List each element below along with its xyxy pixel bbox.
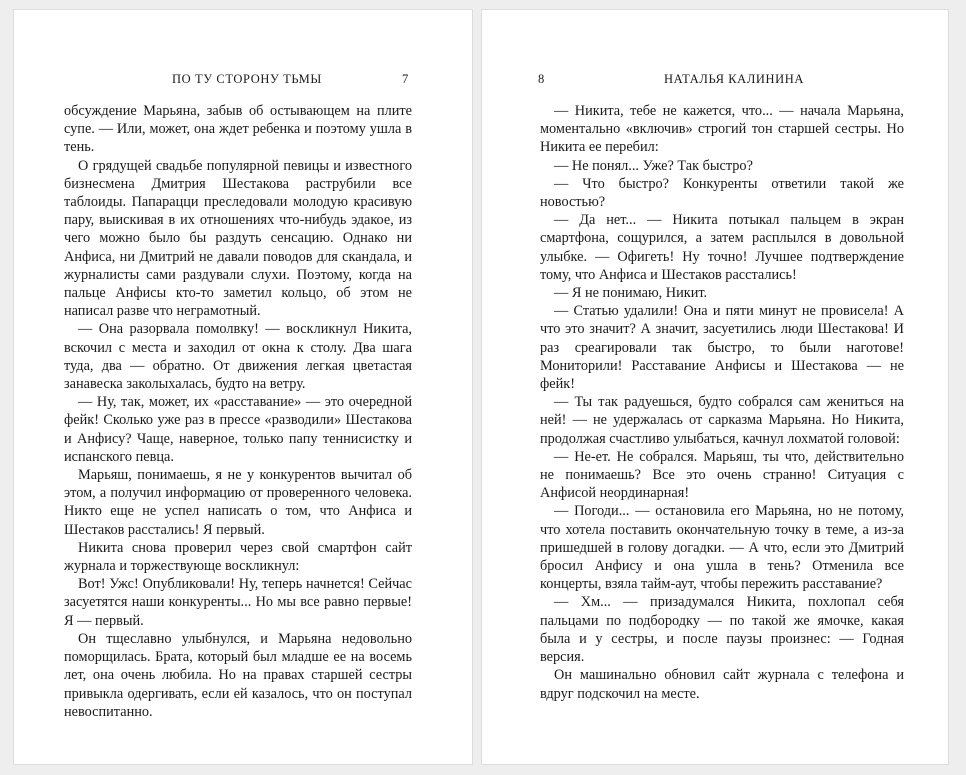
paragraph: Марьяш, понимаешь, я не у конкурентов вычитал об этом, а получил информацию от проверенного человека. Никто еще не успел написать о том, что Анфиса и Шестаков расстались! Я первый.: [64, 467, 412, 538]
paragraph: обсуждение Марьяна, забыв об остывающем на плите супе. — Или, может, она ждет ребенка и поэтому ушла в тень.: [64, 103, 412, 156]
paragraph: — Погоди... — остановила его Марьяна, но не потому, что хотела поставить окончательную точку в теме, а из-за пришедшей в голову догадки. — А что, если это Дмитрий бросил Анфису и она ушла в тень? Отменила все концерты, взяла тайм-аут, чтобы пережить расставание?: [540, 503, 904, 593]
paragraph: — Да нет... — Никита потыкал пальцем в экран смартфона, сощурился, а затем расплылся в довольной улыбке. — Офигеть! Ну точно! Лучшее подтверждение тому, что Анфиса и Шестаков расстались!: [540, 212, 904, 283]
paragraph: — Хм... — призадумался Никита, похлопал себя пальцами по подбородку — по такой же ямочке, какая была и у сестры, и после паузы произнес: — Годная версия.: [540, 594, 904, 666]
page-body-text: [540, 102, 904, 703]
paragraph: Вот! Ужс! Опубликовали! Ну, теперь начнется! Сейчас засуетятся наши конкуренты... Но мы все равно первые! Я — первый.: [64, 576, 412, 629]
running-head: НАТАЛЬЯ КАЛИНИНА: [664, 72, 805, 86]
paragraph: — Не понял... Уже? Так быстро?: [554, 157, 753, 174]
page-number: 7: [402, 72, 409, 86]
paragraph: Он машинально обновил сайт журнала с телефона и вдруг подскочил на месте.: [540, 667, 904, 702]
paragraph: — Не-ет. Не собрался. Марьяш, ты что, действительно не понимаешь? Все это очень странно! Ситуация с Анфисой неординарная!: [540, 448, 904, 502]
right-page: [482, 10, 948, 764]
paragraph: — Я не понимаю, Никит.: [554, 285, 708, 302]
running-head: ПО ТУ СТОРОНУ ТЬМЫ: [172, 72, 322, 86]
paragraph: — Статью удалили! Она и пяти минут не провисела! А что это значит? А значит, засуетились люди Шестакова! И раз среагировали так быстро, то были наготове! Мониторили! Расставание Анфисы и Шестакова — не фейк!: [540, 303, 904, 393]
paragraph: Он тщеславно улыбнулся, и Марьяна недовольно поморщилась. Брата, который был младше ее на восемь лет, она очень любила. Но на правах старшей сестры привыкла одергивать, если ей казалось, что он поступал невоспитанно.: [64, 630, 412, 720]
paragraph: Никита снова проверил через свой смартфон сайт журнала и торжествующе воскликнул:: [64, 539, 412, 575]
paragraph: — Никита, тебе не кажется, что... — начала Марьяна, моментально «включив» строгий тон старшей сестры. Но Никита ее перебил:: [540, 103, 904, 156]
paragraph: — Ну, так, может, их «расставание» — это очередной фейк! Сколько уже раз в прессе «разводили» Шестакова и Анфису? Чаще, наверное, только папу теннисистку и испанского певца.: [64, 394, 412, 465]
page-number: 8: [538, 72, 545, 86]
left-page: [14, 10, 472, 764]
paragraph: О грядущей свадьбе популярной певицы и известного бизнесмена Дмитрия Шестакова раструбили все таблоиды. Папарацци преследовали молодую красивую пару, выискивая в их отношениях что-нибудь эдакое, из чего можно было бы раздуть сенсацию. Однако ни Анфиса, ни Дмитрий не давали поводов для скандала, и журналисты сами раздували слухи. Поэтому, когда на пальце Анфисы кто-то заметил кольцо, об этом не написал разве что неграмотный.: [64, 157, 412, 320]
paragraph: — Что быстро? Конкуренты ответили такой же новостью?: [540, 175, 904, 211]
paragraph: — Ты так радуешься, будто собрался сам жениться на ней! — не удержалась от сарказма Марьяна. Но Никита, продолжая счастливо улыбаться, качнул лохматой головой:: [540, 394, 904, 447]
page-body-text: [64, 102, 412, 721]
paragraph: — Она разорвала помолвку! — воскликнул Никита, вскочил с места и заходил от окна к столу. Два шага туда, два — обратно. От движения легкая цветастая занавеска заколыхалась, будто на ветру.: [64, 321, 412, 393]
